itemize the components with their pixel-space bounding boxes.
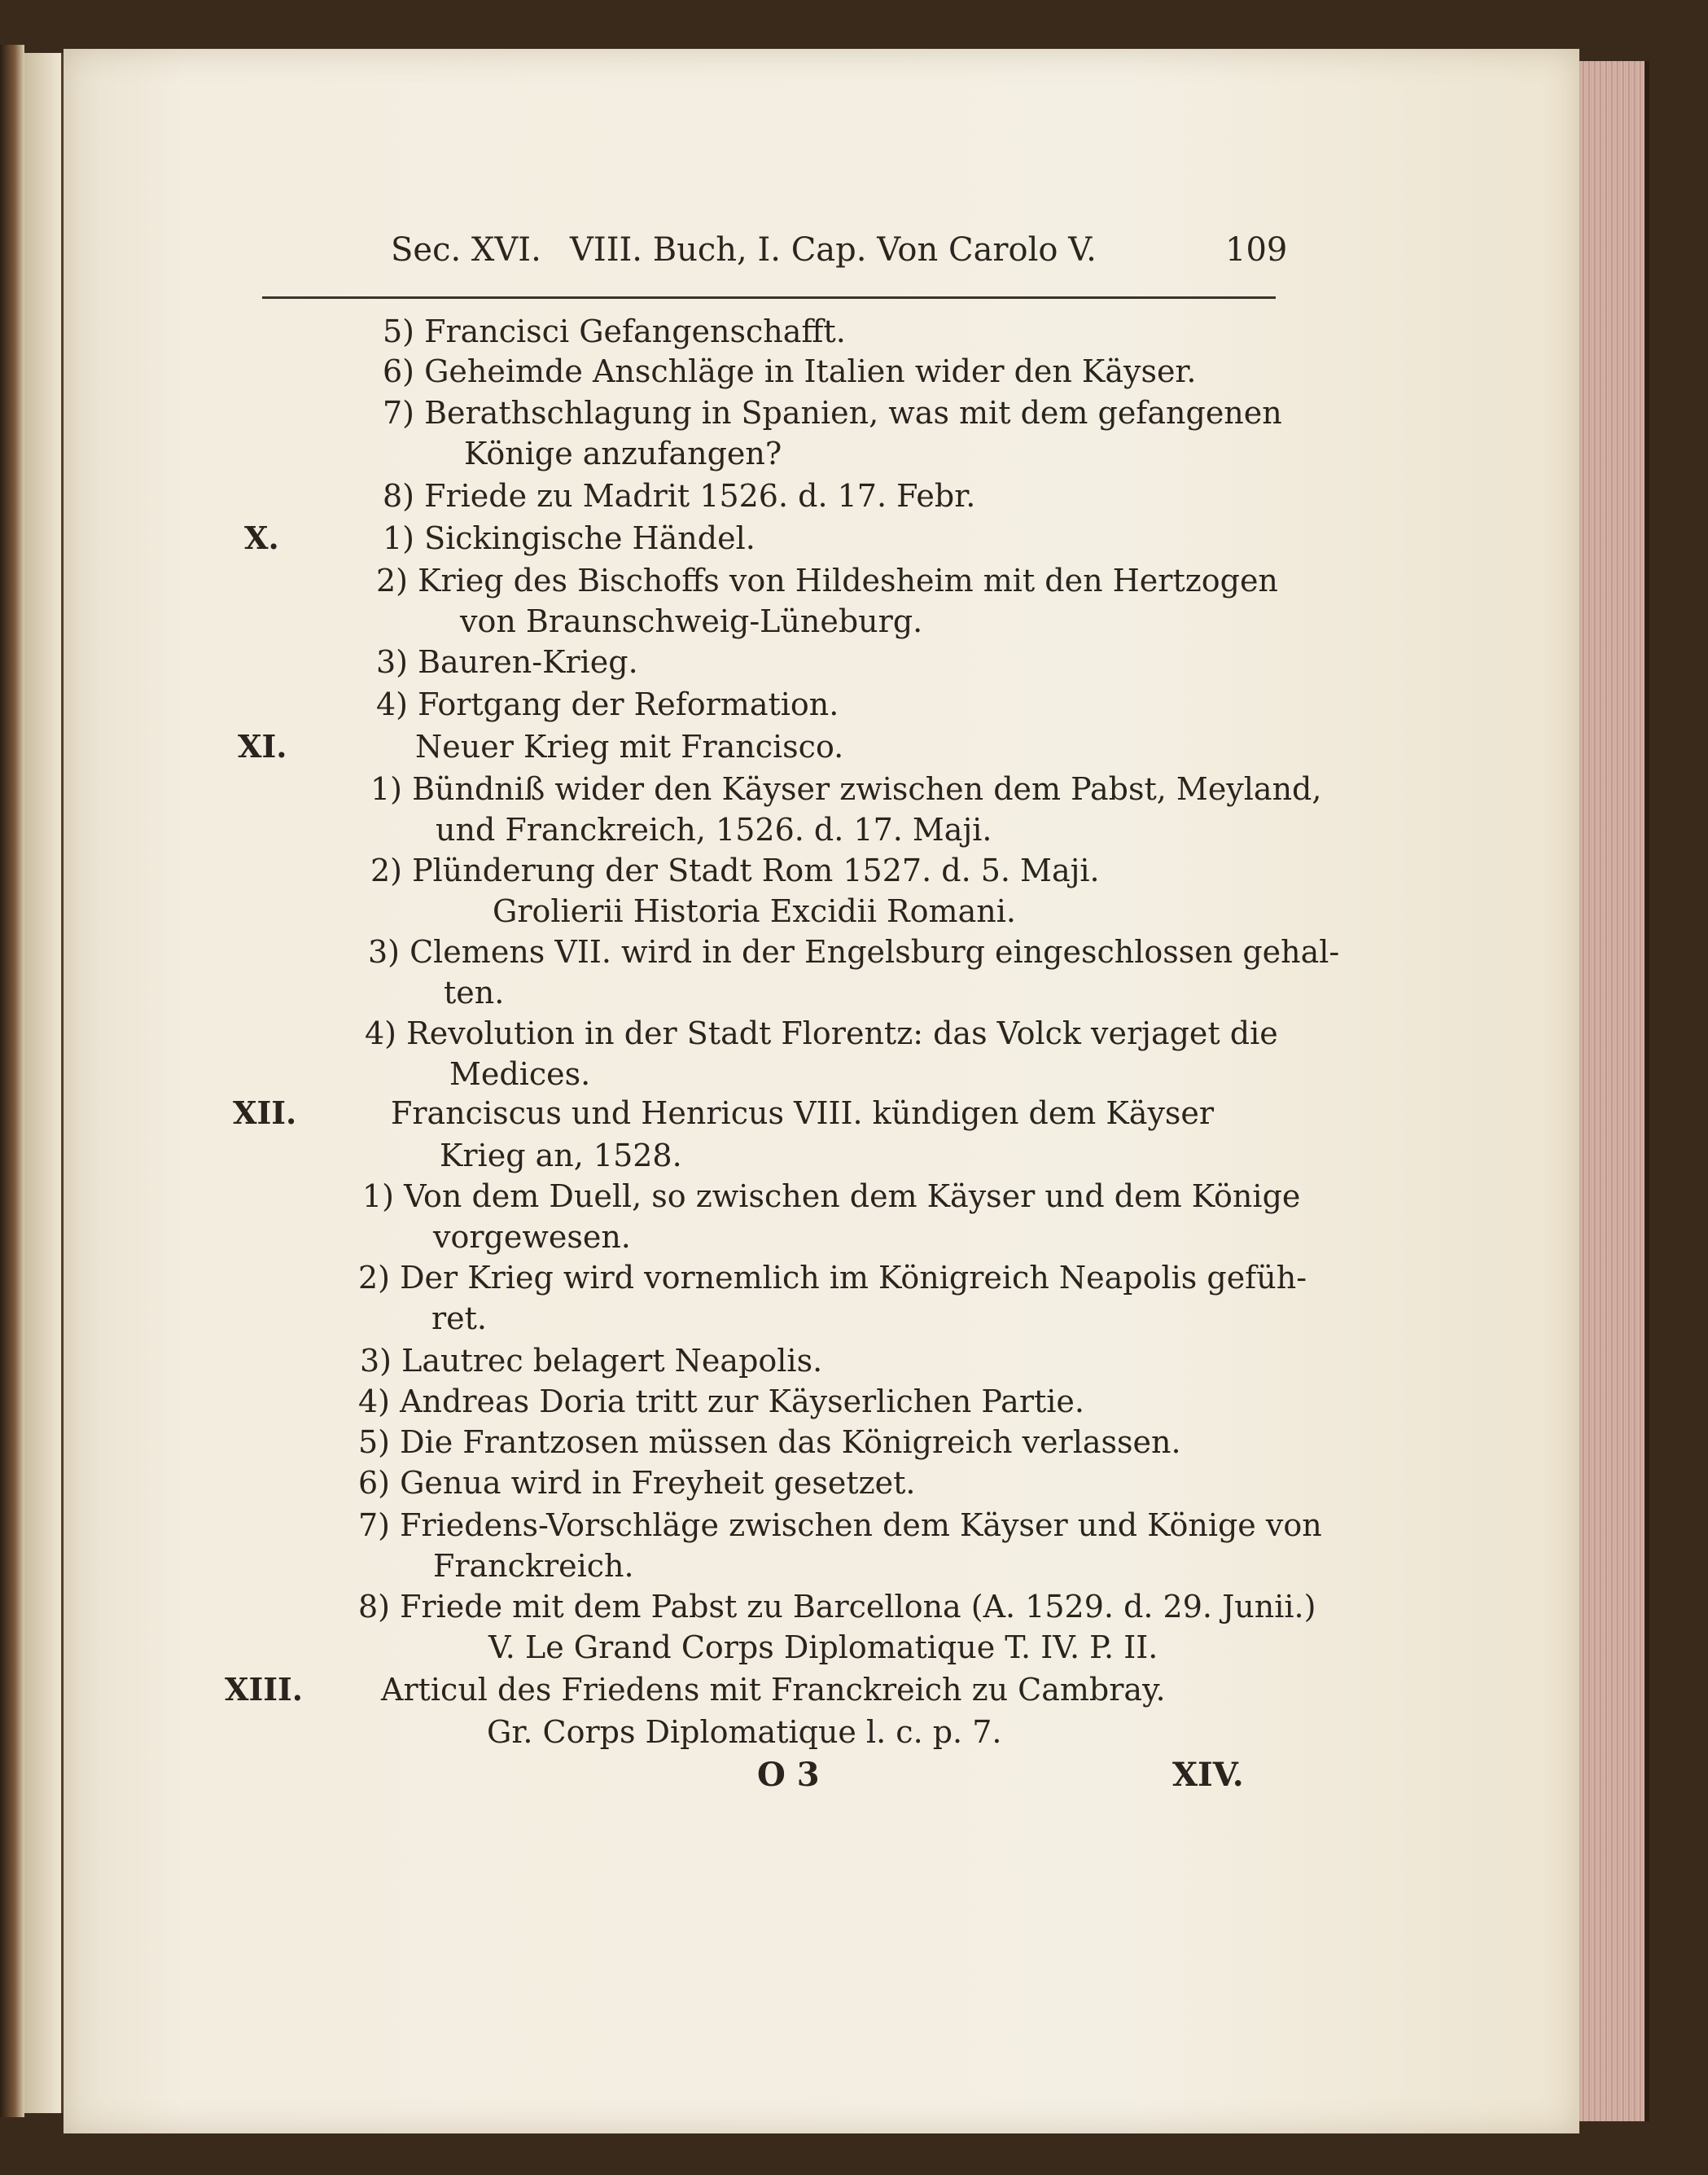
text-line: 2) Krieg des Bischoffs von Hildesheim mit den Hertzogen	[376, 563, 1278, 599]
text-line: 1) Sickingische Händel.	[383, 520, 755, 556]
text-line: 2) Der Krieg wird vornemlich im Königreich Neapolis gefüh-	[358, 1260, 1307, 1296]
text-line: Franciscus und Henricus VIII. kündigen dem Käyser	[391, 1095, 1215, 1131]
margin-number-xi: XI.	[238, 728, 287, 765]
text-line: Articul des Friedens mit Franckreich zu Cambray.	[381, 1672, 1166, 1708]
text-line: 6) Geheimde Anschläge in Italien wider den Käyser.	[383, 353, 1197, 389]
text-line: ret.	[431, 1300, 488, 1336]
text-line: Medices.	[449, 1056, 591, 1092]
text-line: 8) Friede zu Madrit 1526. d. 17. Febr.	[383, 478, 976, 514]
running-head	[261, 231, 1294, 282]
page-block-edges	[1579, 61, 1649, 2121]
signature-mark: O 3	[757, 1756, 820, 1794]
text-line: Könige anzufangen?	[464, 436, 782, 471]
text-line: von Braunschweig-Lüneburg.	[460, 603, 923, 639]
text-line: Krieg an, 1528.	[440, 1138, 682, 1173]
text-line: Franckreich.	[433, 1548, 634, 1584]
text-line: 7) Friedens-Vorschläge zwischen dem Käyser und Könige von	[358, 1507, 1322, 1543]
facing-page-edge	[24, 53, 63, 2113]
text-line: ten.	[444, 975, 505, 1011]
margin-number-xii: XII.	[233, 1094, 297, 1131]
page-number: 109	[1225, 231, 1288, 269]
header-rule	[262, 296, 1276, 299]
text-line: 5) Francisci Gefangenschafft.	[383, 314, 846, 349]
margin-number-x: X.	[244, 520, 279, 556]
text-line: Grolierii Historia Excidii Romani.	[493, 893, 1016, 929]
text-line: 6) Genua wird in Freyheit gesetzet.	[358, 1465, 916, 1501]
text-line: 4) Fortgang der Reformation.	[376, 686, 839, 722]
text-line: Neuer Krieg mit Francisco.	[415, 729, 844, 765]
text-line: und Franckreich, 1526. d. 17. Maji.	[436, 812, 992, 848]
text-line: 3) Clemens VII. wird in der Engelsburg eingeschlossen gehal-	[368, 934, 1340, 970]
text-line: 3) Lautrec belagert Neapolis.	[360, 1343, 823, 1379]
header-section: Sec. XVI.	[391, 231, 541, 269]
text-line: 4) Revolution in der Stadt Florentz: das Volck verjaget die	[365, 1015, 1278, 1051]
text-line: 1) Von dem Duell, so zwischen dem Käyser und dem Könige	[362, 1178, 1301, 1214]
book-spine-edge	[0, 45, 24, 2117]
text-line: 4) Andreas Doria tritt zur Käyserlichen Partie.	[358, 1383, 1084, 1419]
text-line: 3) Bauren-Krieg.	[376, 644, 638, 680]
text-line: V. Le Grand Corps Diplomatique T. IV. P. II.	[488, 1629, 1158, 1665]
catchword: XIV.	[1172, 1756, 1244, 1794]
text-line: 1) Bündniß wider den Käyser zwischen dem Pabst, Meyland,	[370, 771, 1322, 807]
text-line: 5) Die Frantzosen müssen das Königreich verlassen.	[358, 1424, 1181, 1460]
text-line: 2) Plünderung der Stadt Rom 1527. d. 5. Maji.	[370, 853, 1100, 888]
header-book-chapter: VIII. Buch, I. Cap. Von Carolo V.	[570, 231, 1097, 269]
text-line: vorgewesen.	[433, 1219, 631, 1255]
text-line: 7) Berathschlagung in Spanien, was mit dem gefangenen	[383, 395, 1282, 431]
text-line: Gr. Corps Diplomatique l. c. p. 7.	[487, 1714, 1002, 1750]
text-line: 8) Friede mit dem Pabst zu Barcellona (A. 1529. d. 29. Junii.)	[358, 1589, 1316, 1625]
margin-number-xiii: XIII.	[225, 1671, 304, 1708]
